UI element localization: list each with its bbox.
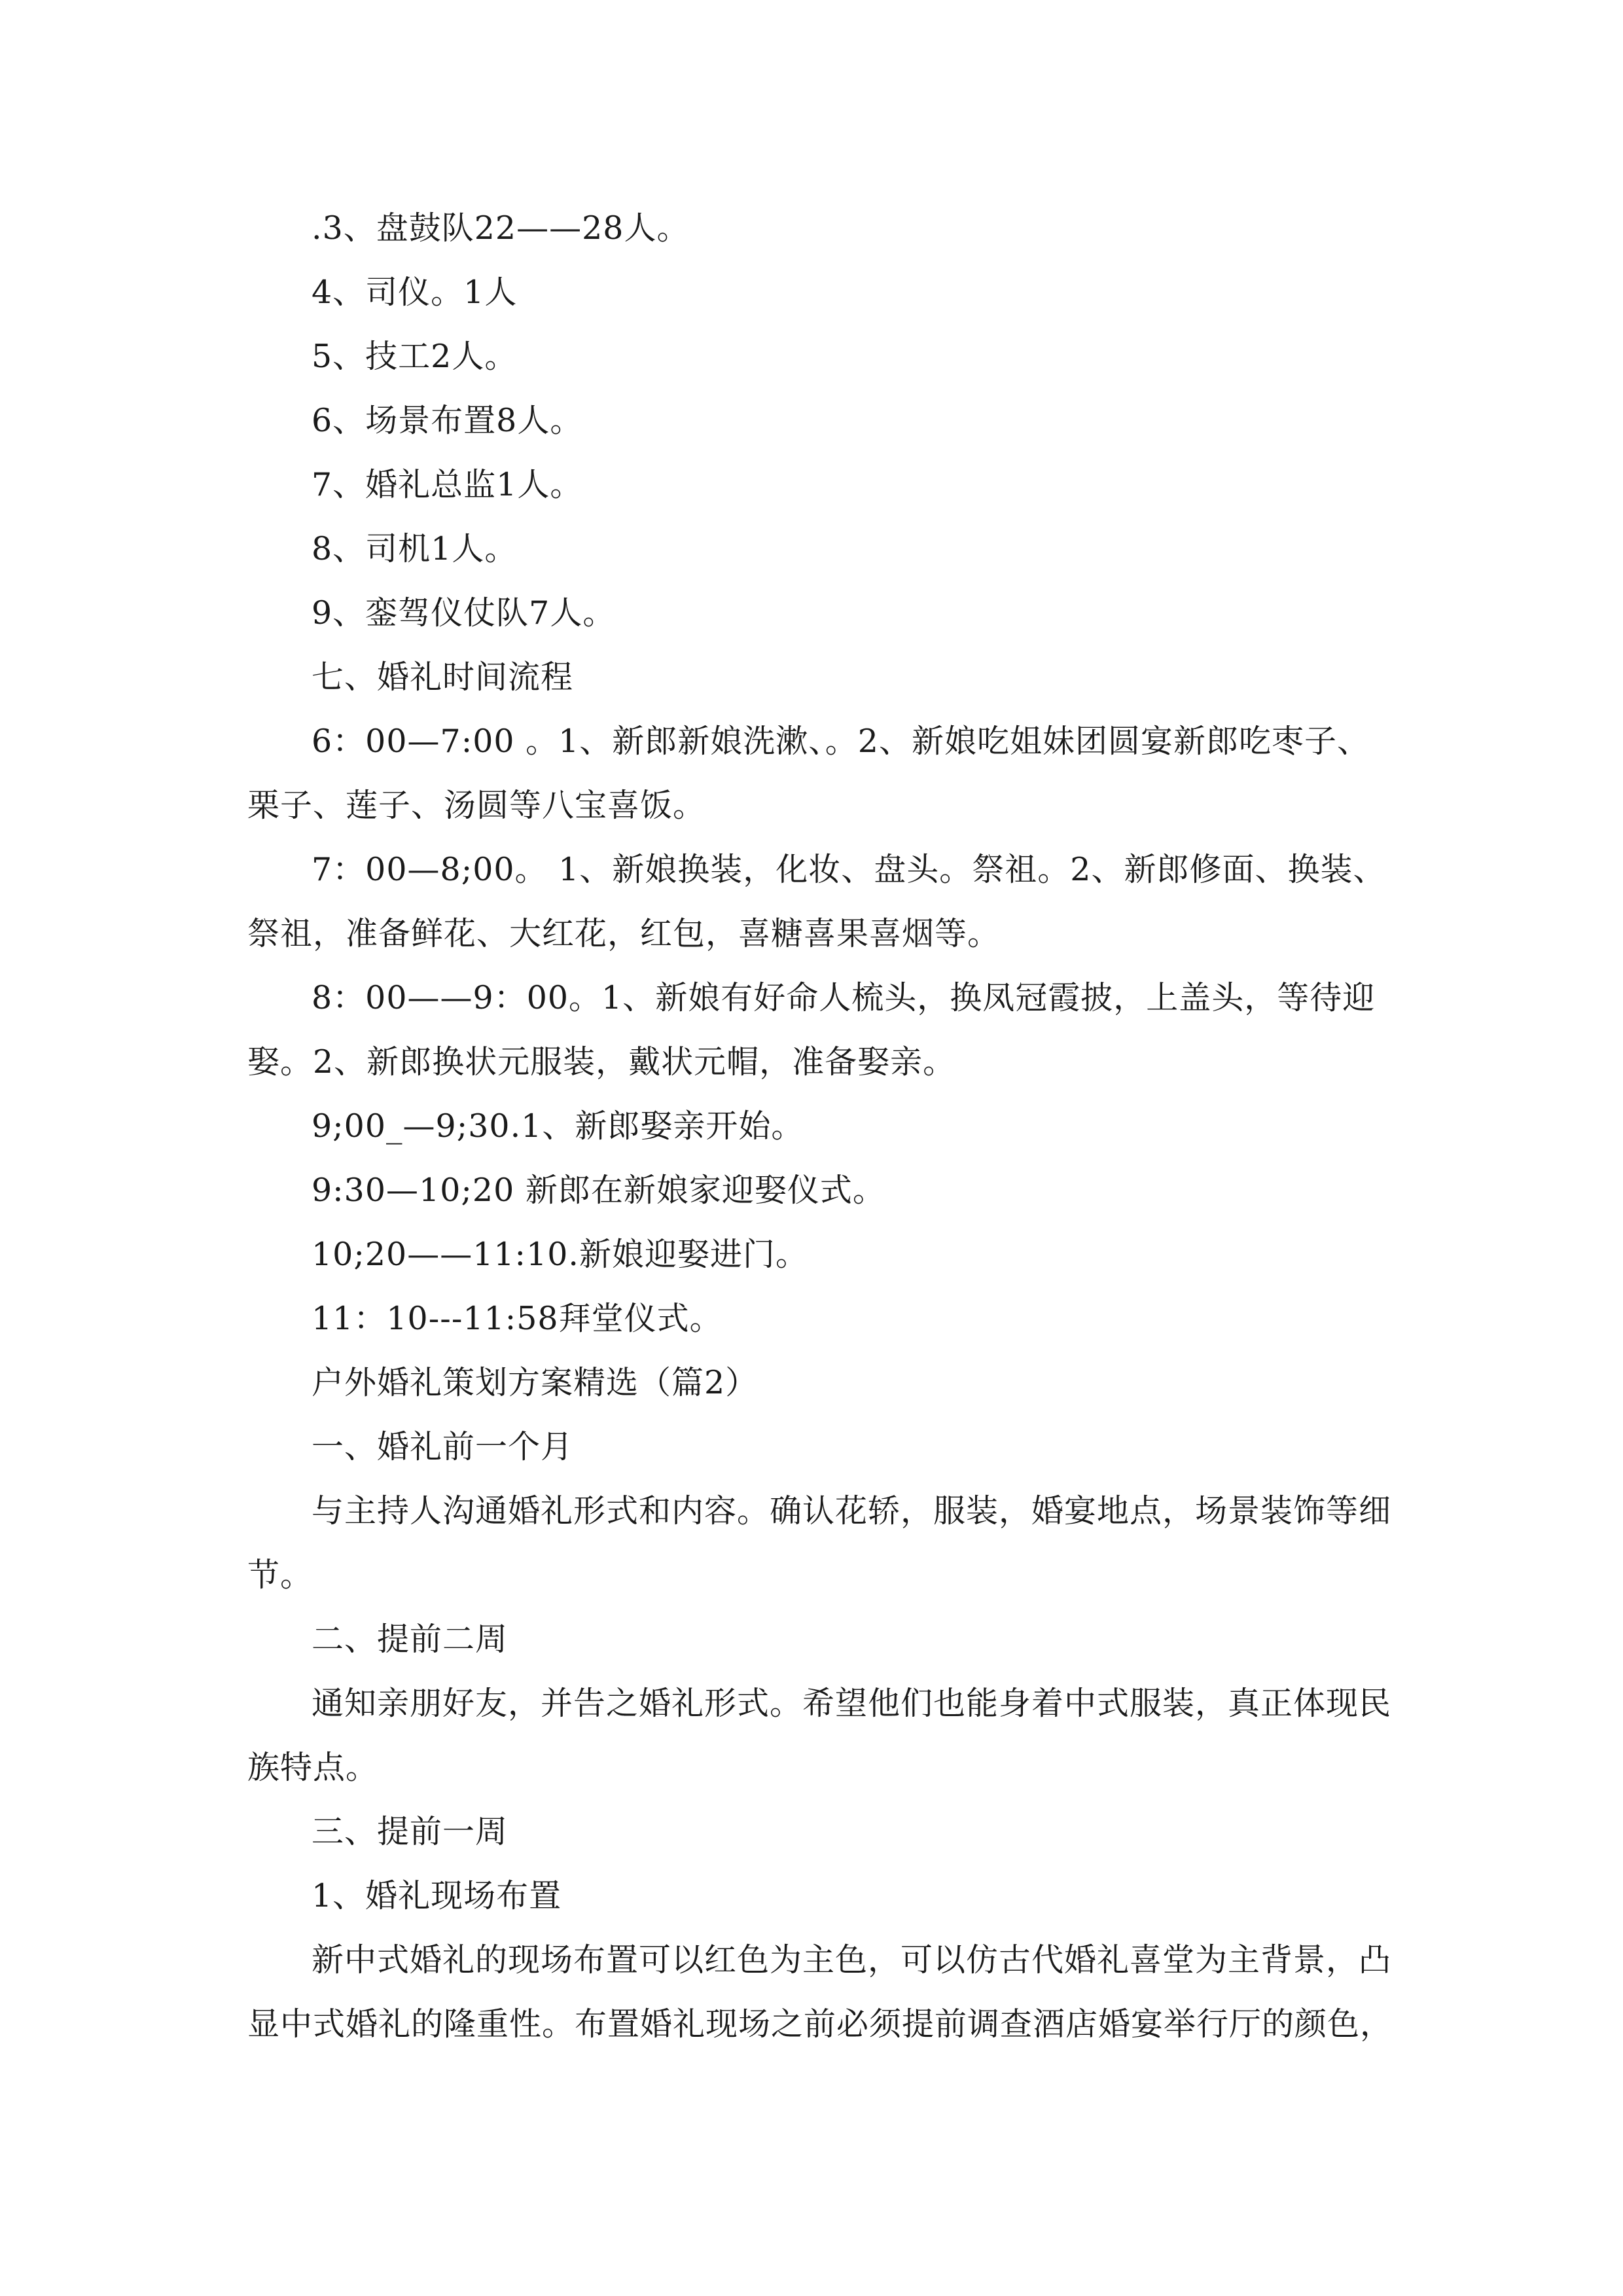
section-heading: 一、婚礼前一个月 bbox=[312, 1428, 574, 1465]
section-heading: 三、提前一周 bbox=[312, 1813, 508, 1850]
subsection-heading: 1、婚礼现场布置 bbox=[312, 1877, 562, 1914]
paragraph: 8、司机1人。 bbox=[312, 530, 518, 567]
paragraph: 6、场景布置8人。 bbox=[312, 402, 583, 439]
paragraph: 9:30—10;20 新郎在新娘家迎娶仪式。 bbox=[312, 1172, 885, 1209]
document-body bbox=[247, 196, 1399, 2056]
paragraph: 通知亲朋好友，并告之婚礼形式。希望他们也能身着中式服装，真正体现民族特点。 bbox=[247, 1685, 1392, 1786]
paragraph: 新中式婚礼的现场布置可以红色为主色，可以仿古代婚礼喜堂为主背景，凸显中式婚礼的隆重性。布置婚礼现场之前必须提前调查酒店婚宴举行厅的颜色， bbox=[247, 1941, 1393, 2043]
paragraph: 6：00—7:00 。1、新郎新娘洗漱、。2、新娘吃姐妹团圆宴新郎吃枣子、栗子、莲子、汤圆等八宝喜饭。 bbox=[247, 723, 1370, 824]
document-title: 户外婚礼策划方案精选（篇2） bbox=[312, 1364, 758, 1401]
paragraph: 8：00——9：00。1、新娘有好命人梳头，换凤冠霞披，上盖头，等待迎娶。2、新郎换状元服装，戴状元帽，准备娶亲。 bbox=[247, 979, 1376, 1081]
paragraph: 9、銮驾仪仗队7人。 bbox=[312, 594, 616, 632]
paragraph: .3、盘鼓队22——28人。 bbox=[312, 209, 690, 247]
section-heading: 二、提前二周 bbox=[312, 1621, 508, 1658]
paragraph: 9;00_—9;30.1、新郎娶亲开始。 bbox=[312, 1107, 804, 1145]
paragraph: 4、司仪。1人 bbox=[312, 274, 518, 311]
paragraph: 5、技工2人。 bbox=[312, 338, 518, 375]
paragraph: 7、婚礼总监1人。 bbox=[312, 466, 583, 503]
paragraph: 11：10---11:58拜堂仪式。 bbox=[312, 1300, 722, 1337]
paragraph: 10;20——11:10.新娘迎娶进门。 bbox=[312, 1236, 808, 1273]
paragraph: 与主持人沟通婚礼形式和内容。确认花轿，服装，婚宴地点，场景装饰等细节。 bbox=[247, 1492, 1392, 1594]
paragraph: 7：00—8;00。 1、新娘换装，化妆、盘头。祭祖。2、新郎修面、换装、祭祖，准备鲜花、大红花，红包，喜糖喜果喜烟等。 bbox=[247, 851, 1386, 952]
section-heading: 七、婚礼时间流程 bbox=[312, 658, 574, 696]
